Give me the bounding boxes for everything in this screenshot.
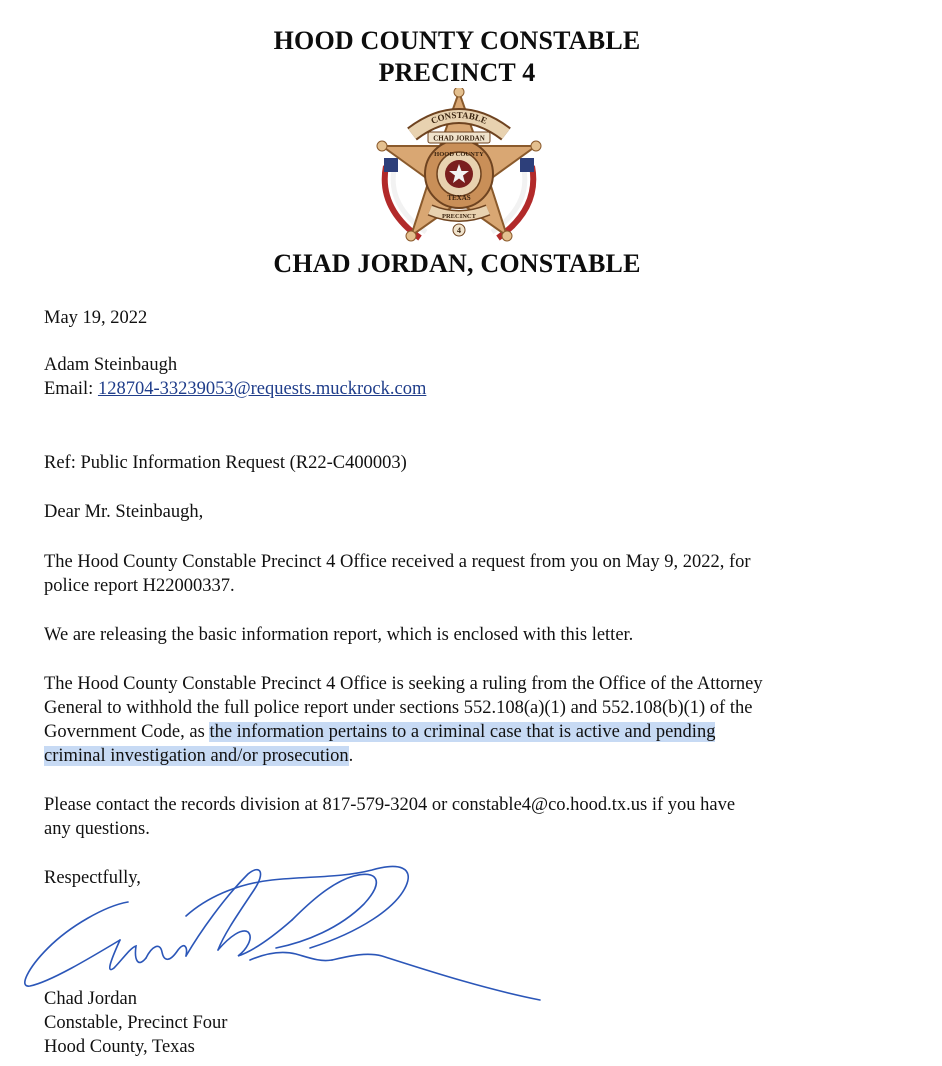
letterhead-precinct: PRECINCT 4 xyxy=(378,58,536,87)
letterhead-title: HOOD COUNTY CONSTABLE xyxy=(273,26,641,55)
signer-name: Chad Jordan xyxy=(44,989,137,1009)
paragraph-3-line-3 xyxy=(44,721,715,744)
selected-text-highlight[interactable]: the information pertains to a criminal case that is active and pending xyxy=(209,722,716,742)
badge-precinct-text: PRECINCT xyxy=(442,213,476,220)
paragraph-2-line-1: We are releasing the basic information report, which is enclosed with this letter. xyxy=(44,625,634,645)
salutation: Dear Mr. Steinbaugh, xyxy=(44,502,204,522)
recipient-email-line xyxy=(44,378,426,401)
paragraph-3-end: . xyxy=(348,746,354,766)
paragraph-4-line-1: Please contact the records division at 817-579-3204 or constable4@co.hood.tx.us if you have xyxy=(44,795,736,815)
badge-number-text: 4 xyxy=(457,226,461,235)
letter-date: May 19, 2022 xyxy=(44,308,148,328)
badge-county-text: HOOD COUNTY xyxy=(434,151,484,158)
paragraph-1-line-1: The Hood County Constable Precinct 4 Office received a request from you on May 9, 2022, for xyxy=(44,552,751,572)
badge-state-text: TEXAS xyxy=(447,194,471,202)
recipient-email-link[interactable]: 128704-33239053@requests.muckrock.com xyxy=(97,379,427,399)
email-label: Email: xyxy=(44,379,98,399)
signer-location: Hood County, Texas xyxy=(44,1037,195,1057)
badge-name-text: CHAD JORDAN xyxy=(433,134,485,143)
handwritten-signature-icon xyxy=(10,850,570,1010)
reference-line: Ref: Public Information Request (R22-C400003) xyxy=(44,453,407,473)
paragraph-3-line-1: The Hood County Constable Precinct 4 Office is seeking a ruling from the Office of the Attorney xyxy=(44,674,763,694)
paragraph-3-line-4 xyxy=(44,745,353,768)
badge-arc-text: CONSTABLE xyxy=(429,109,489,126)
selected-text-highlight-2[interactable]: criminal investigation and/or prosecution xyxy=(44,746,349,766)
officer-title: CHAD JORDAN, CONSTABLE xyxy=(273,249,641,278)
constable-badge-icon xyxy=(368,88,550,252)
paragraph-3-plain-text: Government Code, as xyxy=(44,722,210,742)
closing: Respectfully, xyxy=(44,868,141,888)
paragraph-1-line-2: police report H22000337. xyxy=(44,576,235,596)
paragraph-4-line-2: any questions. xyxy=(44,819,150,839)
recipient-name: Adam Steinbaugh xyxy=(44,355,178,375)
signer-title: Constable, Precinct Four xyxy=(44,1013,228,1033)
paragraph-3-line-2: General to withhold the full police report under sections 552.108(a)(1) and 552.108(b)(1) of the xyxy=(44,698,753,718)
